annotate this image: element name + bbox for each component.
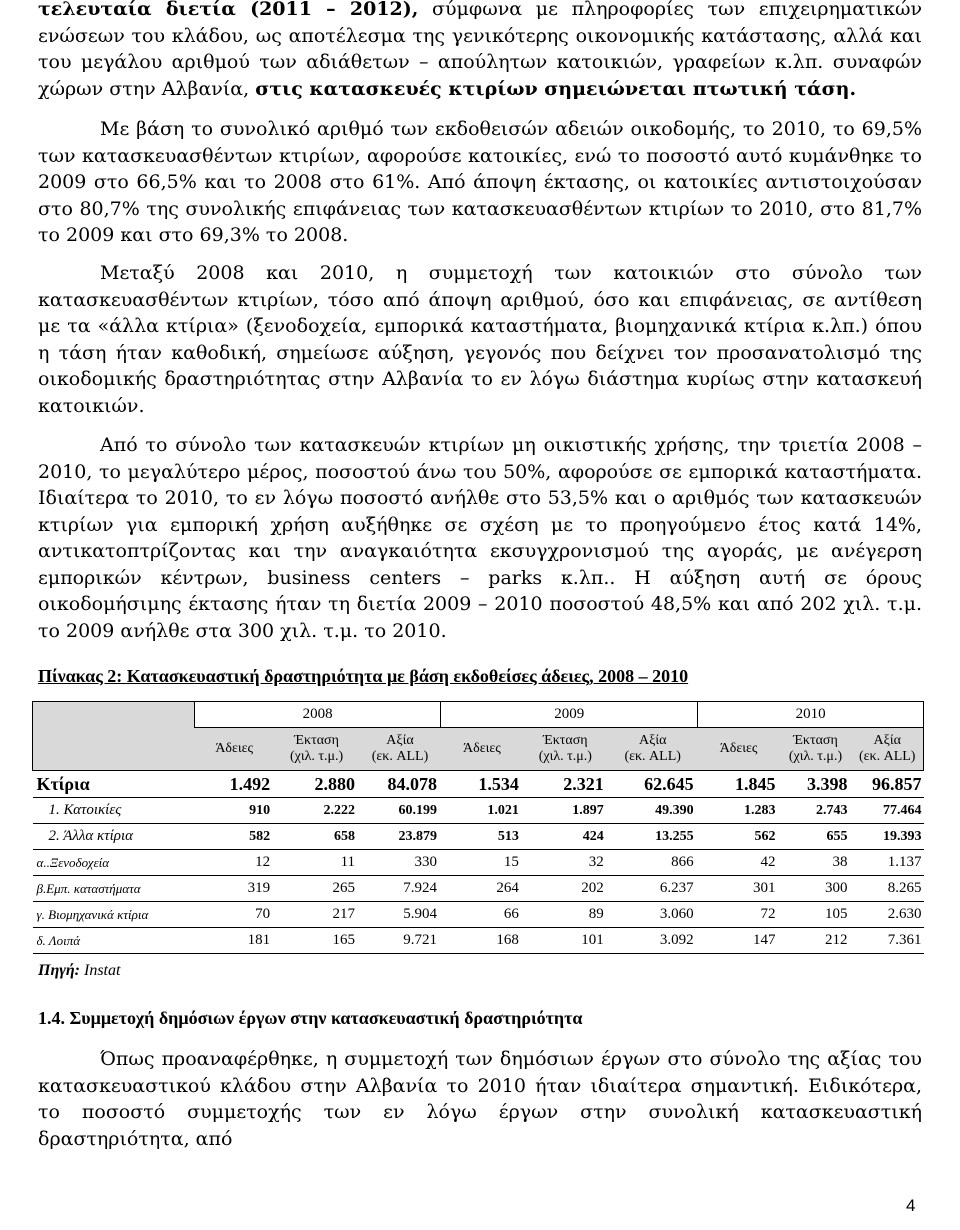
- table-cell: 2.222: [274, 798, 359, 824]
- table-cell: 42: [698, 850, 780, 876]
- table-cell: 7.361: [851, 928, 923, 954]
- year-header-2008: 2008: [194, 702, 441, 728]
- table-cell: 168: [441, 928, 523, 954]
- area-line2: (χιλ. τ.μ.): [289, 749, 344, 764]
- table-cell: 11: [274, 850, 359, 876]
- table-cell: 330: [359, 850, 441, 876]
- table-cell: 6.237: [608, 876, 698, 902]
- table-caption: Πίνακας 2: Κατασκευαστική δραστηριότητα με βάση εκδοθείσες άδειες, 2008 – 2010: [38, 666, 689, 686]
- table-row: [33, 824, 924, 850]
- sub-header-permits: Άδειες: [463, 741, 501, 756]
- table-row: [33, 850, 924, 876]
- table-cell: 658: [274, 824, 359, 850]
- intro-bold-end: στις κατασκευές κτιρίων σημειώνεται πτωτική τάση.: [255, 77, 857, 100]
- table-cell: 300: [780, 876, 852, 902]
- table-cell: 181: [194, 928, 274, 954]
- table-cell: 2.321: [523, 771, 608, 798]
- sub-header-area: [274, 728, 359, 771]
- sub-header-area: [523, 728, 608, 771]
- table-cell: 19.393: [851, 824, 923, 850]
- table-cell: 7.924: [359, 876, 441, 902]
- table-corner: [33, 702, 195, 728]
- row-label: 2. Άλλα κτίρια: [33, 824, 195, 850]
- table-cell: 15: [441, 850, 523, 876]
- table-cell: 96.857: [851, 771, 923, 798]
- area-line1: Έκταση: [793, 733, 838, 748]
- table-cell: 84.078: [359, 771, 441, 798]
- row-label: Κτίρια: [33, 771, 195, 798]
- page-number: 4: [906, 1196, 916, 1215]
- table-cell: 1.492: [194, 771, 274, 798]
- table-cell: 265: [274, 876, 359, 902]
- value-line2: (εκ. ALL): [624, 749, 681, 764]
- table-corner-sub: [33, 728, 195, 771]
- table-cell: 3.398: [780, 771, 852, 798]
- table-cell: 23.879: [359, 824, 441, 850]
- table-source: [38, 962, 120, 980]
- area-line2: (χιλ. τ.μ.): [788, 749, 843, 764]
- table-cell: 72: [698, 902, 780, 928]
- sub-header-permits: Άδειες: [215, 741, 254, 756]
- source-label: Πηγή:: [38, 962, 80, 979]
- table-row: [33, 876, 924, 902]
- table-cell: 2.743: [780, 798, 852, 824]
- table-cell: 38: [780, 850, 852, 876]
- table-cell: 66: [441, 902, 523, 928]
- table-cell: 101: [523, 928, 608, 954]
- row-label: γ. Βιομηχανικά κτίρια: [33, 902, 195, 928]
- value-line1: Αξία: [873, 733, 901, 748]
- table-cell: 3.092: [608, 928, 698, 954]
- paragraph-non-residential: Από το σύνολο των κατασκευών κτιρίων μη οικιστικής χρήσης, την τριετία 2008 – 2010, το μεγαλύτερο μέρος, ποσοστού άνω του 50%, αφορούσε σε εμπορικά καταστήματα. Ιδιαίτερα το 2010, το εν λόγω ποσοστό ανήλθε στο 53,5% και ο αριθμός των κατασκευών κτιρίων για εμπορική χρήση αυξήθηκε σε σχέση με το προηγούμενο έτος κατά 14%, αντικατοπτρίζοντας και την αναγκαιότητα εκσυγχρονισμού της αγοράς, με ανέγερση εμπορικών κέντρων, business centers – parks κ.λπ.. Η αύξηση αυτή σε όρους οικοδομήσιμης έκτασης ήταν τη διετία 2009 – 2010 ποσοστού 48,5% και από 202 χιλ. τ.μ. το 2009 ανήλθε στα 300 χιλ. τ.μ. το 2010.: [38, 434, 922, 642]
- value-line1: Αξία: [386, 733, 414, 748]
- table-cell: 62.645: [608, 771, 698, 798]
- table-cell: 1.137: [851, 850, 923, 876]
- table-cell: 3.060: [608, 902, 698, 928]
- sub-header-value: [359, 728, 441, 771]
- table-cell: 70: [194, 902, 274, 928]
- table-cell: 12: [194, 850, 274, 876]
- paragraph-share: Μεταξύ 2008 και 2010, η συμμετοχή των κατοικιών στο σύνολο των κατασκευασθέντων κτιρίων, τόσο από άποψη αριθμού, όσο και επιφάνειας, σε αντίθεση με τα «άλλα κτίρια» (ξενοδοχεία, εμπορικά καταστήματα, βιομηχανικά κτίρια κ.λπ.) όπου η τάση ήταν καθοδική, σημείωσε αύξηση, γεγονός που δείχνει τον προσανατολισμό της οικοδομικής δραστηριότητας στην Αλβανία το εν λόγω διάστημα κυρίως στην κατασκευή κατοικιών.: [38, 262, 922, 417]
- table-cell: 513: [441, 824, 523, 850]
- source-value: Instat: [80, 962, 121, 979]
- table-cell: 424: [523, 824, 608, 850]
- table-cell: 2.630: [851, 902, 923, 928]
- table-cell: 9.721: [359, 928, 441, 954]
- sub-header-permits: Άδειες: [719, 741, 758, 756]
- row-label: δ. Λοιπά: [33, 928, 195, 954]
- table-cell: 60.199: [359, 798, 441, 824]
- table-cell: 89: [523, 902, 608, 928]
- area-line1: Έκταση: [294, 733, 339, 748]
- table-cell: 13.255: [608, 824, 698, 850]
- area-line1: Έκταση: [543, 733, 588, 748]
- table-body: [33, 771, 924, 954]
- table-cell: 562: [698, 824, 780, 850]
- table-cell: 147: [698, 928, 780, 954]
- year-header-2010: 2010: [698, 702, 924, 728]
- table-cell: 212: [780, 928, 852, 954]
- table-cell: 1.845: [698, 771, 780, 798]
- table-cell: 217: [274, 902, 359, 928]
- table-cell: 105: [780, 902, 852, 928]
- table-cell: 1.897: [523, 798, 608, 824]
- table-cell: 866: [608, 850, 698, 876]
- table-cell: 582: [194, 824, 274, 850]
- table-cell: 655: [780, 824, 852, 850]
- table-cell: 49.390: [608, 798, 698, 824]
- table-cell: 910: [194, 798, 274, 824]
- row-label: α..Ξενοδοχεία: [33, 850, 195, 876]
- sub-header-area: [780, 728, 852, 771]
- table-cell: 1.021: [441, 798, 523, 824]
- table-row: [33, 902, 924, 928]
- paragraph-public-works: Όπως προαναφέρθηκε, η συμμετοχή των δημόσιων έργων στο σύνολο της αξίας του κατασκευαστικού κλάδου στην Αλβανία το 2010 ήταν ιδιαίτερα σημαντική. Ειδικότερα, το ποσοστό συμμετοχής των εν λόγω έργων στην συνολική κατασκευαστική δραστηριότητα, από: [38, 1048, 922, 1150]
- table-cell: 2.880: [274, 771, 359, 798]
- table-cell: 202: [523, 876, 608, 902]
- value-line2: (εκ. ALL): [371, 749, 429, 764]
- table-row: [33, 798, 924, 824]
- table-row: [33, 928, 924, 954]
- intro-bold-lead: τελευταία διετία (2011 – 2012),: [38, 0, 419, 20]
- sub-header-value: [851, 728, 923, 771]
- construction-table: [32, 701, 924, 954]
- table-cell: 165: [274, 928, 359, 954]
- table-cell: 264: [441, 876, 523, 902]
- paragraph-intro: [38, 0, 922, 102]
- year-header-2009: 2009: [441, 702, 698, 728]
- intro-text: σύμφωνα με πληροφορίες των επιχειρηματικών ενώσεων του κλάδου, ως αποτέλεσμα της γενικότερης οικονομικής κατάστασης, αλλά και του μεγάλου αριθμού των αδιάθετων – απούλητων κατοικιών, γραφείων κ.λπ. συναφών χώρων στην Αλβανία,: [38, 0, 922, 100]
- row-label: β.Εμπ. καταστήματα: [33, 876, 195, 902]
- table-cell: 301: [698, 876, 780, 902]
- table-cell: 319: [194, 876, 274, 902]
- table-cell: 5.904: [359, 902, 441, 928]
- table-cell: 32: [523, 850, 608, 876]
- paragraph-permits: Με βάση το συνολικό αριθμό των εκδοθεισών αδειών οικοδομής, το 2010, το 69,5% των κατασκευασθέντων κτιρίων, αφορούσε κατοικίες, ενώ το ποσοστό αυτό κυμάνθηκε το 2009 στο 66,5% και το 2008 στο 61%. Από άποψη έκτασης, οι κατοικίες αντιστοιχούσαν στο 80,7% της συνολικής επιφάνειας των κατασκευασθέντων κτιρίων το 2010, στο 81,7% το 2009 και στο 69,3% το 2008.: [38, 118, 922, 246]
- section-heading: 1.4. Συμμετοχή δημόσιων έργων στην κατασκευαστική δραστηριότητα: [38, 1008, 583, 1028]
- area-line2: (χιλ. τ.μ.): [538, 749, 592, 764]
- value-line2: (εκ. ALL): [858, 749, 916, 764]
- table-row: [33, 771, 924, 798]
- table-cell: 1.283: [698, 798, 780, 824]
- sub-header-value: [608, 728, 698, 771]
- value-line1: Αξία: [638, 733, 667, 748]
- row-label: 1. Κατοικίες: [33, 798, 195, 824]
- table-cell: 1.534: [441, 771, 523, 798]
- table-cell: 8.265: [851, 876, 923, 902]
- table-cell: 77.464: [851, 798, 923, 824]
